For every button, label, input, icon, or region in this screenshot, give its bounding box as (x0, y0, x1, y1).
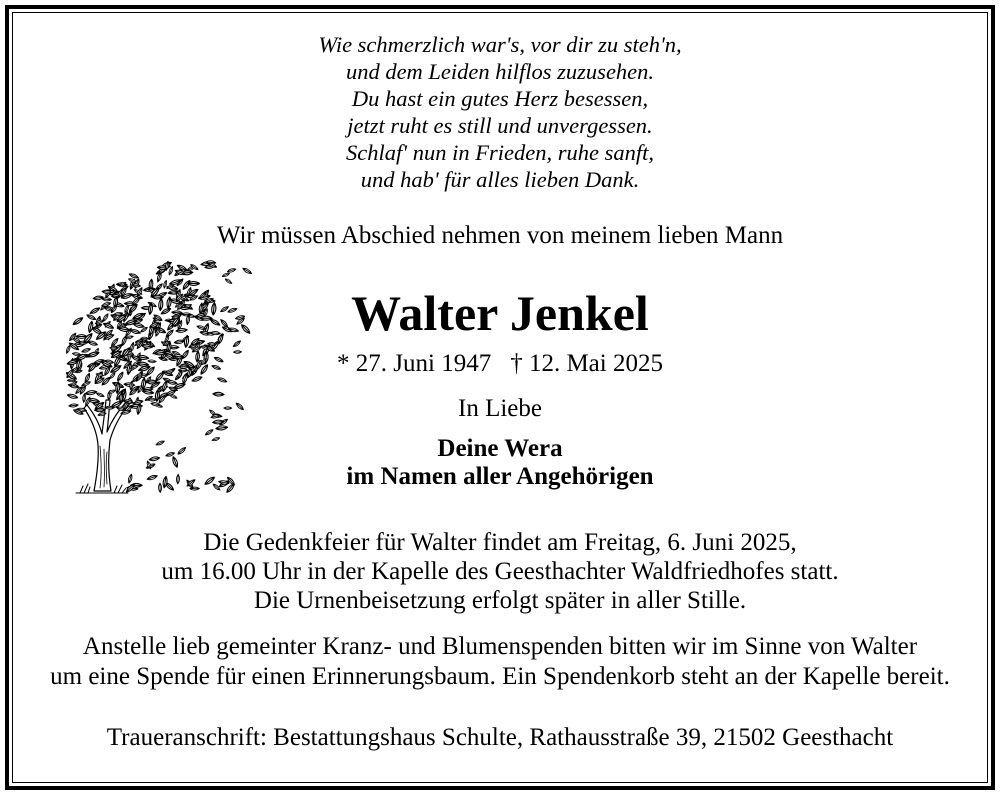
leaf (88, 321, 94, 333)
leaf (87, 351, 100, 358)
leaf (148, 303, 153, 315)
mourning-address: Traueranschrift: Bestattungshaus Schulte, Rathausstraße 39, 21502 Geesthacht (106, 724, 894, 751)
leaf (166, 297, 172, 309)
leaf (173, 355, 183, 359)
leaf (242, 267, 252, 275)
leaf (204, 428, 213, 436)
poem-line: und dem Leiden hilflos zuzusehen. (345, 59, 655, 84)
leaf (65, 345, 71, 354)
leaf (176, 328, 188, 333)
leaf (67, 393, 78, 399)
leaf (76, 335, 87, 339)
windblown-tree-icon (60, 255, 255, 500)
leaf (89, 306, 100, 315)
poem-line: und hab' für alles lieben Dank. (360, 167, 640, 192)
death-date: † 12. Mai 2025 (510, 350, 663, 377)
deceased-name: Walter Jenkel (351, 285, 649, 341)
leaf (117, 326, 130, 332)
leaf (93, 295, 104, 300)
leaf (171, 456, 179, 468)
leaf (181, 349, 190, 359)
leaf (130, 329, 141, 335)
leaf-cluster (65, 260, 252, 493)
leaf (155, 440, 165, 447)
memorial-service-line: um 16.00 Uhr in der Kapelle des Geesthachter Waldfriedhofes statt. (161, 558, 839, 585)
leaf (187, 367, 193, 378)
poem-line: Schlaf' nun in Frieden, ruhe sanft, (346, 140, 654, 165)
signatory-line: Deine Wera (437, 435, 563, 462)
leaf (133, 399, 144, 405)
leaf (188, 282, 200, 286)
leaf (116, 371, 124, 382)
leaf (129, 342, 135, 352)
leaf (86, 314, 96, 321)
leaf (232, 340, 241, 348)
leaf (102, 297, 112, 301)
leaf (85, 390, 97, 396)
leaf (158, 483, 161, 493)
leaf (161, 381, 168, 393)
leaf (176, 474, 180, 484)
leaf (81, 348, 91, 354)
leaf (147, 474, 158, 481)
poem-line: Du hast ein gutes Herz besessen, (351, 86, 649, 111)
leaf (121, 335, 128, 346)
leaf (67, 379, 75, 382)
leaf (82, 393, 86, 402)
leaf (102, 313, 110, 322)
donation-request-line: Anstelle lieb gemeinter Kranz- und Blumenspenden bitten wir im Sinne von Walter (82, 633, 918, 660)
leaf (213, 392, 225, 397)
leaf (72, 316, 84, 326)
leaf (148, 360, 157, 363)
leaf (148, 398, 157, 401)
leaf (216, 425, 228, 430)
signatory-line: im Namen aller Angehörigen (346, 463, 654, 490)
leaf (174, 339, 185, 344)
leaf (235, 402, 244, 411)
leaf (69, 403, 79, 407)
leaf (227, 307, 237, 313)
leaf (158, 298, 163, 310)
announcement-text: Wir müssen Abschied nehmen von meinem lieben Mann (216, 222, 784, 249)
leaf (167, 380, 178, 386)
memorial-service-line: Die Gedenkfeier für Walter findet am Freitag, 6. Juni 2025, (203, 529, 797, 556)
donation-request-text (0, 632, 1000, 692)
leaf (196, 325, 206, 331)
leaf (210, 414, 220, 419)
leaf (127, 474, 133, 484)
leaf (224, 278, 232, 285)
leaf (209, 318, 220, 327)
leaf (182, 313, 192, 316)
leaf (165, 261, 170, 271)
leaf (96, 392, 105, 398)
poem-line: Wie schmerzlich war's, vor dir zu steh'n, (318, 32, 682, 57)
donation-request-line: um eine Spende für einen Erinnerungsbaum. Ein Spendenkorb steht an der Kapelle bereit. (50, 663, 950, 690)
leaf (227, 268, 236, 273)
leaf (149, 456, 160, 462)
leaf (211, 364, 221, 370)
leaf (124, 382, 135, 387)
leaf (233, 350, 242, 353)
leaf (240, 323, 251, 334)
poem (0, 31, 1000, 193)
leaf (222, 272, 231, 278)
leaf (179, 365, 189, 368)
memorial-service-text (0, 528, 1000, 615)
leaf (191, 375, 202, 382)
memorial-service-line: Die Urnenbeisetzung erfolgt später in aller Stille. (253, 587, 747, 614)
birth-date: * 27. Juni 1947 (337, 350, 492, 377)
leaf (212, 437, 221, 442)
leaf (211, 302, 216, 315)
leaf (214, 356, 224, 363)
leaf (177, 446, 187, 455)
poem-line: jetzt ruht es still und unvergessen. (347, 113, 653, 138)
leaf (224, 407, 232, 410)
leaf (217, 377, 228, 384)
closing-greeting: In Liebe (458, 395, 542, 422)
leaf (133, 322, 145, 328)
leaf (165, 329, 174, 338)
